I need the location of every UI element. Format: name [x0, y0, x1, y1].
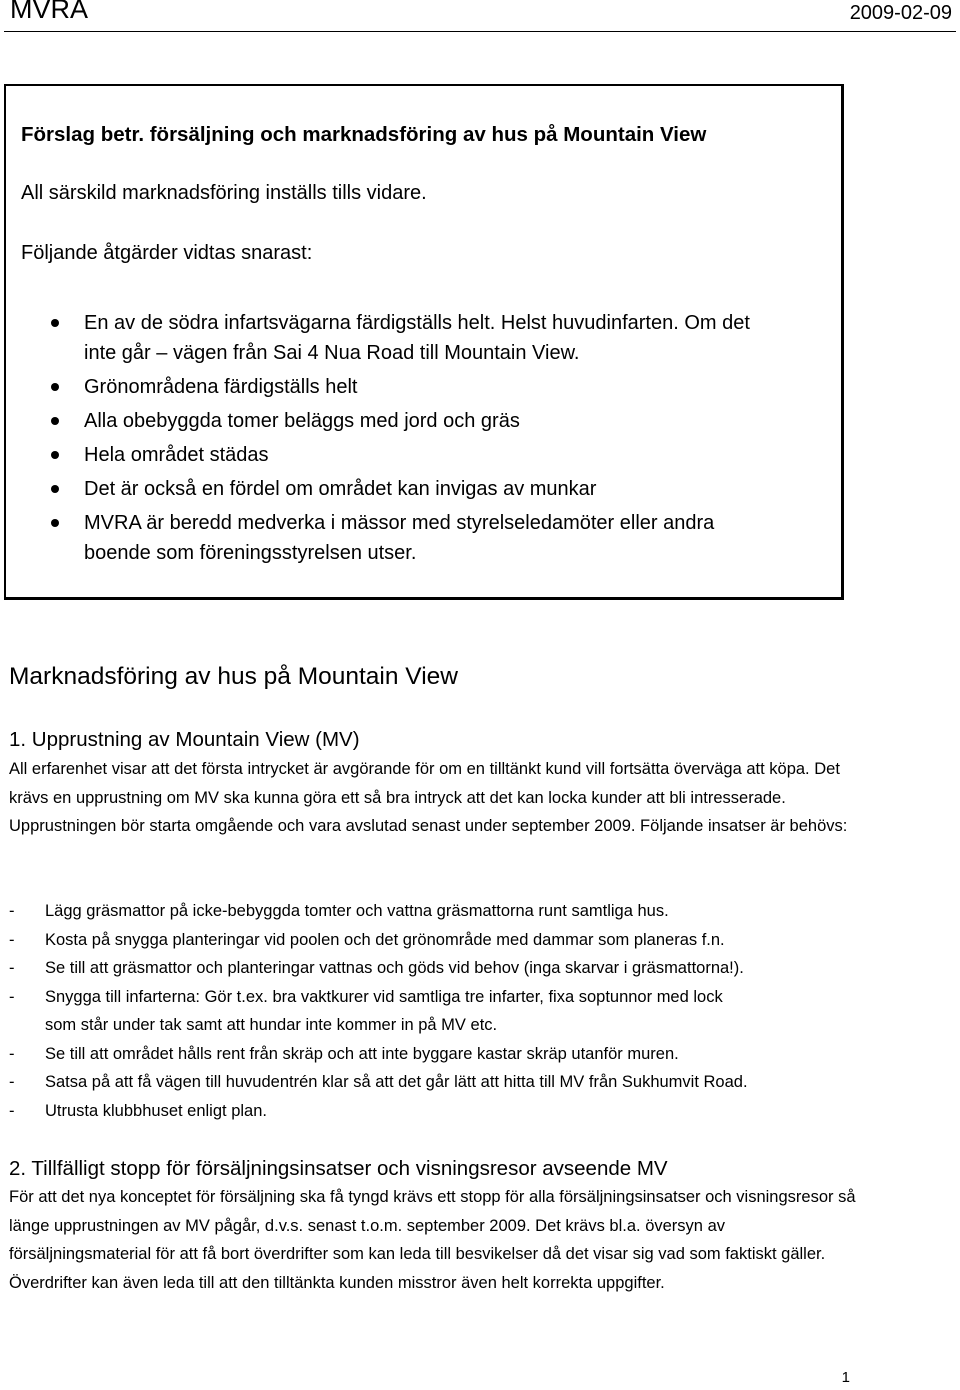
- list-item: [9, 926, 748, 955]
- list-item: [9, 1040, 748, 1069]
- proposal-bullet-list: [51, 308, 750, 572]
- list-item-line: Se till att området hålls rent från skräp och att inte byggare kastar skräp utanför muren.: [45, 1044, 679, 1063]
- list-item-line: Alla obebyggda tomer beläggs med jord och gräs: [84, 410, 520, 432]
- list-item: [9, 983, 748, 1040]
- dash-icon: -: [9, 930, 15, 949]
- list-item-line: En av de södra infartsvägarna färdigställs helt. Helst huvudinfarten. Om det: [84, 312, 750, 334]
- proposal-actions-intro: Följande åtgärder vidtas snarast:: [21, 242, 313, 264]
- dash-icon: -: [9, 987, 15, 1006]
- list-item-line: Det är också en fördel om området kan invigas av munkar: [84, 478, 597, 500]
- list-item-line: Grönområdena färdigställs helt: [84, 376, 358, 398]
- list-item-line: som står under tak samt att hundar inte kommer in på MV etc.: [45, 1016, 498, 1034]
- bullet-icon: [51, 451, 59, 459]
- dash-icon: -: [9, 1073, 15, 1091]
- dash-icon: -: [9, 959, 15, 977]
- list-item-line: inte går – vägen från Sai 4 Nua Road till Mountain View.: [84, 342, 580, 364]
- bullet-icon: [51, 319, 59, 327]
- list-item-line: Se till att gräsmattor och planteringar vattnas och göds vid behov (inga skarvar i gräsmattorna!).: [45, 959, 744, 977]
- list-item: [51, 440, 750, 470]
- list-item: [51, 372, 750, 402]
- proposal-intro: All särskild marknadsföring inställs tills vidare.: [21, 182, 427, 204]
- list-item-line: boende som föreningsstyrelsen utser.: [84, 542, 417, 564]
- section-2-heading: 2. Tillfälligt stopp för försäljningsinsatser och visningsresor avseende MV: [9, 1157, 668, 1180]
- list-item: [9, 1068, 748, 1097]
- list-item-line: Lägg gräsmattor på icke-bebyggda tomter och vattna gräsmattorna runt samtliga hus.: [45, 902, 669, 920]
- proposal-title: Förslag betr. försäljning och marknadsföring av hus på Mountain View: [21, 123, 707, 146]
- list-item-line: Snygga till infarterna: Gör t.ex. bra vaktkurer vid samtliga tre infarter, fixa soptunnor med lock: [45, 987, 723, 1006]
- list-item-line: MVRA är beredd medverka i mässor med styrelseledamöter eller andra: [84, 512, 715, 534]
- document-header-title: MVRA: [10, 0, 89, 24]
- list-item-line: Utrusta klubbhuset enligt plan.: [45, 1101, 267, 1120]
- dash-icon: -: [9, 1101, 15, 1120]
- section-2-text: För att det nya konceptet för försäljning ska få tyngd krävs ett stopp för alla försäljningsinsatser och visningsresor så länge upprustningen av MV pågår, d.v.s. senast t.o.m. september 2009. Det krävs bl.a. översyn av försäljningsmaterial för att få bort överdrifter som kan leda till besvikelser då det visar sig vad som faktiskt gäller. Överdrifter kan även leda till att den tilltänkta kunden misstror även helt korrekta uppgifter.: [9, 1188, 856, 1292]
- bullet-icon: [51, 485, 59, 493]
- section-1-heading: 1. Upprustning av Mountain View (MV): [9, 728, 360, 751]
- list-item: [9, 1097, 748, 1126]
- list-item: [51, 308, 750, 368]
- document-header-date: 2009-02-09: [849, 2, 952, 24]
- list-item: [51, 508, 750, 568]
- dash-icon: -: [9, 1044, 15, 1063]
- section-1-action-list: [9, 897, 748, 1125]
- list-item-line: Kosta på snygga planteringar vid poolen och det grönområde med dammar som planeras f.n.: [45, 930, 725, 949]
- header-divider: [4, 31, 956, 32]
- list-item: [9, 954, 748, 983]
- list-item: [51, 474, 750, 504]
- bullet-icon: [51, 417, 59, 425]
- marketing-heading: Marknadsföring av hus på Mountain View: [9, 663, 458, 690]
- list-item-line: Satsa på att få vägen till huvudentrén klar så att det går lätt att hitta till MV från Sukhumvit Road.: [45, 1073, 748, 1091]
- list-item: [9, 897, 748, 926]
- list-item: [51, 406, 750, 436]
- bullet-icon: [51, 383, 59, 391]
- bullet-icon: [51, 519, 59, 527]
- page-number: 1: [841, 1369, 850, 1386]
- section-1-text: All erfarenhet visar att det första intrycket är avgörande för om en tilltänkt kund vill fortsätta överväga att köpa. Det krävs en upprustning om MV ska kunna göra ett så bra intryck att det kan locka kunder att bli intresserade. Upprustningen bör starta omgående och vara avslutad senast under september 2009. Följande insatser är behövs:: [9, 760, 848, 836]
- list-item-line: Hela området städas: [84, 444, 269, 466]
- dash-icon: -: [9, 902, 15, 920]
- proposal-box: [4, 84, 844, 600]
